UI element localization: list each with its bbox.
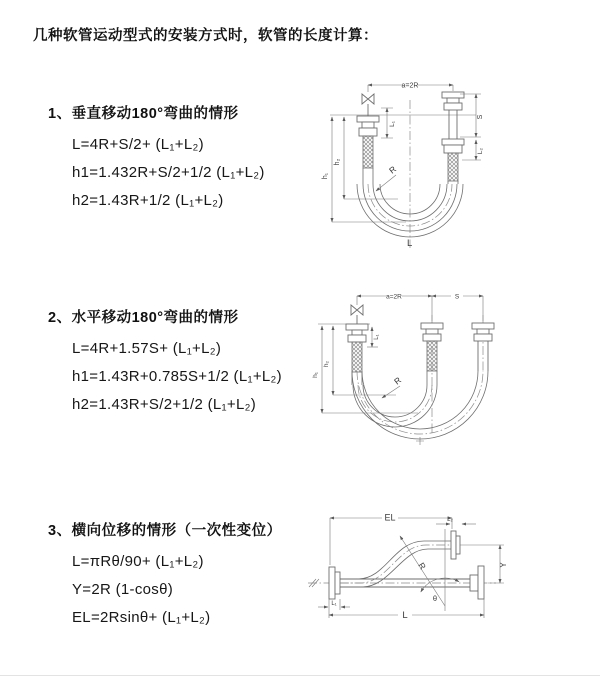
dim-label-l2: L₂ [447,517,453,523]
formula-line: L=4R+S/2+ (L₁+L₂) [72,136,204,153]
formula-line: h1=1.43R+0.785S+1/2 (L₁+L₂) [72,368,282,385]
section-2-heading: 2、水平移动180°弯曲的情形 [48,310,239,326]
section-3-formulas [72,548,282,632]
straight-pipe-original [340,566,484,599]
upper-flange [451,531,456,559]
dimension-l1 [367,327,380,347]
diagram-lateral-displacement [300,503,600,668]
dim-label-h1: h₁ [312,372,319,378]
dim-label-a2r: a=2R [386,293,402,301]
dimension-a-2r [357,294,483,322]
section-lateral-displacement [48,519,282,632]
left-flange [329,567,340,599]
dimension-a-2r [368,83,453,93]
dim-label-h2: h₂ [334,158,341,166]
section-3-heading: 3、横向位移的情形（一次性变位） [48,523,282,539]
dim-label-l1: L₁ [389,121,396,127]
dim-label-a2r: a=2R [401,82,419,90]
dimension-s [460,94,484,137]
braided-hose-section [352,342,362,372]
page-title: 几种软管运动型式的安装方式时，软管的长度计算： [33,28,378,44]
valve-icon [351,305,363,324]
middle-pipe-fitting [421,323,443,385]
radius-callout [382,375,403,398]
dim-label-h1: h₁ [322,172,329,180]
dim-label-r: R [416,560,429,572]
dim-label-l1: L₁ [331,601,337,607]
dim-label-theta: θ [432,594,438,603]
dimension-l1 [318,599,350,610]
section-horizontal-180 [48,306,282,419]
dim-label-l2: L₂ [477,147,484,155]
dim-label-l: L [402,610,408,621]
dim-label-r: R [387,163,399,176]
dim-label-r: R [392,374,404,387]
formula-line: L=4R+1.57S+ (L₁+L₂) [72,340,222,357]
dim-label-l1: L₁ [374,334,380,340]
dim-label-y: Y [499,562,508,568]
dim-label-h2: h₂ [323,360,330,368]
dimension-l2 [462,140,484,160]
valve-icon [362,94,374,116]
braided-hose-section [427,341,437,371]
dimension-el [330,513,452,566]
section-1-formulas [72,131,265,215]
dimension-l [329,599,484,621]
formula-line: Y=2R (1-cosθ) [72,581,174,598]
dim-label-s: S [477,114,484,120]
diagram-horizontal-180 [310,285,600,460]
left-pipe-fitting [357,116,379,184]
formula-line: h2=1.43R+1/2 (L₁+L₂) [72,192,224,209]
bottom-tick [416,437,424,445]
formula-line: L=πRθ/90+ (L₁+L₂) [72,553,204,570]
formula-line: h1=1.432R+S/2+1/2 (L₁+L₂) [72,164,265,181]
section-1-heading: 1、垂直移动180°弯曲的情形 [48,106,239,122]
diagram-vertical-180 [310,72,590,257]
dim-label-el: EL [384,512,396,523]
dim-label-l: L [407,238,413,249]
upper-flange-inner [456,536,460,554]
dim-label-s: S [454,293,460,301]
dimension-l1 [381,108,396,138]
braided-hose-section [363,136,373,168]
formula-line: h2=1.43R+S/2+1/2 (L₁+L₂) [72,396,257,413]
section-2-formulas [72,335,282,419]
radius-callout [376,164,398,191]
section-vertical-180 [48,102,265,215]
right-pipe-fitting [442,92,464,184]
braided-hose-section [448,153,458,181]
formula-line: EL=2Rsinθ+ (L₁+L₂) [72,609,211,626]
dimension-s [432,294,483,301]
